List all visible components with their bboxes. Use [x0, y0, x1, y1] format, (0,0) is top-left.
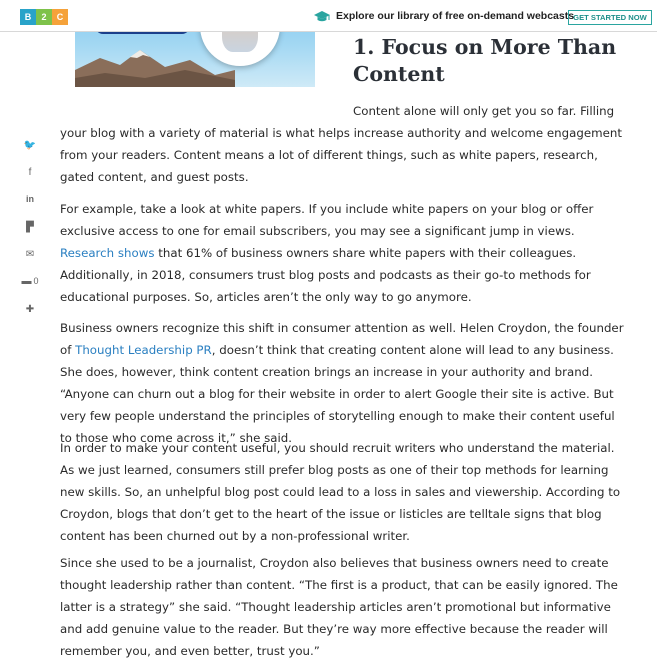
- logo-letter-c: C: [52, 9, 68, 25]
- logo-letter-b: B: [20, 9, 36, 25]
- get-started-button[interactable]: GET STARTED NOW: [568, 10, 652, 25]
- comment-button[interactable]: [18, 274, 42, 288]
- logo-letter-2: 2: [36, 9, 52, 25]
- linkedin-icon[interactable]: in: [26, 194, 34, 204]
- paragraph-3: [60, 317, 628, 449]
- paragraph-5: Since she used to be a journalist, Croydon also believes that business owners need to create thought leadership rather than content. “The first is a product, that can be easily ignored. The latter is a strategy” she said. “Thought leadership articles aren’t promotional but informative and add genuine value to the reader. But they’re way more effective because the reader will remember you, and even better, trust you.”: [60, 556, 618, 658]
- paragraph-2-text-b: that 61% of business owners share white papers with their colleagues. Additionally, in 2018, consumers trust blog posts and podcasts as their go-to methods for educational purposes. So, articles aren’t the only way to go anymore.: [60, 246, 591, 304]
- article-heading: 1. Focus on More Than Content: [353, 35, 617, 86]
- mountain-illustration: [75, 40, 315, 87]
- flipboard-icon[interactable]: ▛: [26, 221, 34, 233]
- twitter-icon[interactable]: 🐦: [23, 139, 37, 151]
- facebook-icon[interactable]: f: [28, 166, 32, 178]
- paragraph-3-text-a: Business owners recognize this shift in consumer attention as well. Helen Croydon, the founder of: [60, 321, 624, 357]
- top-bar: [0, 0, 657, 32]
- b2c-logo[interactable]: [20, 9, 68, 25]
- plus-icon[interactable]: ✚: [25, 303, 35, 315]
- paragraph-4: In order to make your content useful, you should recruit writers who understand the material. As we just learned, consumers still prefer blog posts as one of their top methods for learning new skills. So, an unhelpful blog post could lead to a loss in sales and viewership. According to Croydon, blogs that don’t get to the heart of the issue or listicles are telltale signs that blog content has been churned out by a non-professional writer.: [60, 441, 621, 543]
- paragraph-3-text-b: , doesn’t think that creating content alone will lead to any business. She does, however, think content creation brings an increase in your authority and brand. “Anyone can churn out a blog for their website in order to alert Google their site is active. But very few people understand the principles of storytelling enough to make their content useful to those who come across it,” she said.: [60, 343, 615, 445]
- paragraph-2: [60, 198, 628, 308]
- promo-text[interactable]: Explore our library of free on-demand webcasts: [336, 10, 575, 22]
- graduation-cap-icon: [314, 10, 330, 23]
- comment-count: 0: [33, 276, 39, 286]
- thought-leadership-pr-link[interactable]: Thought Leadership PR: [75, 343, 212, 357]
- research-shows-link[interactable]: Research shows: [60, 246, 155, 260]
- email-icon[interactable]: ✉: [25, 248, 35, 260]
- comment-icon: ▬: [21, 275, 32, 287]
- paragraph-2-text-a: For example, take a look at white papers. If you include white papers on your blog or offer exclusive access to one for email subscribers, you may see a significant jump in views.: [60, 202, 594, 238]
- paragraph-1: Content alone will only get you so far. Filling your blog with a variety of material is what helps increase authority and welcome engagement from your readers. Content means a lot of different things, such as white papers, research, gated content, and guest posts.: [60, 104, 622, 184]
